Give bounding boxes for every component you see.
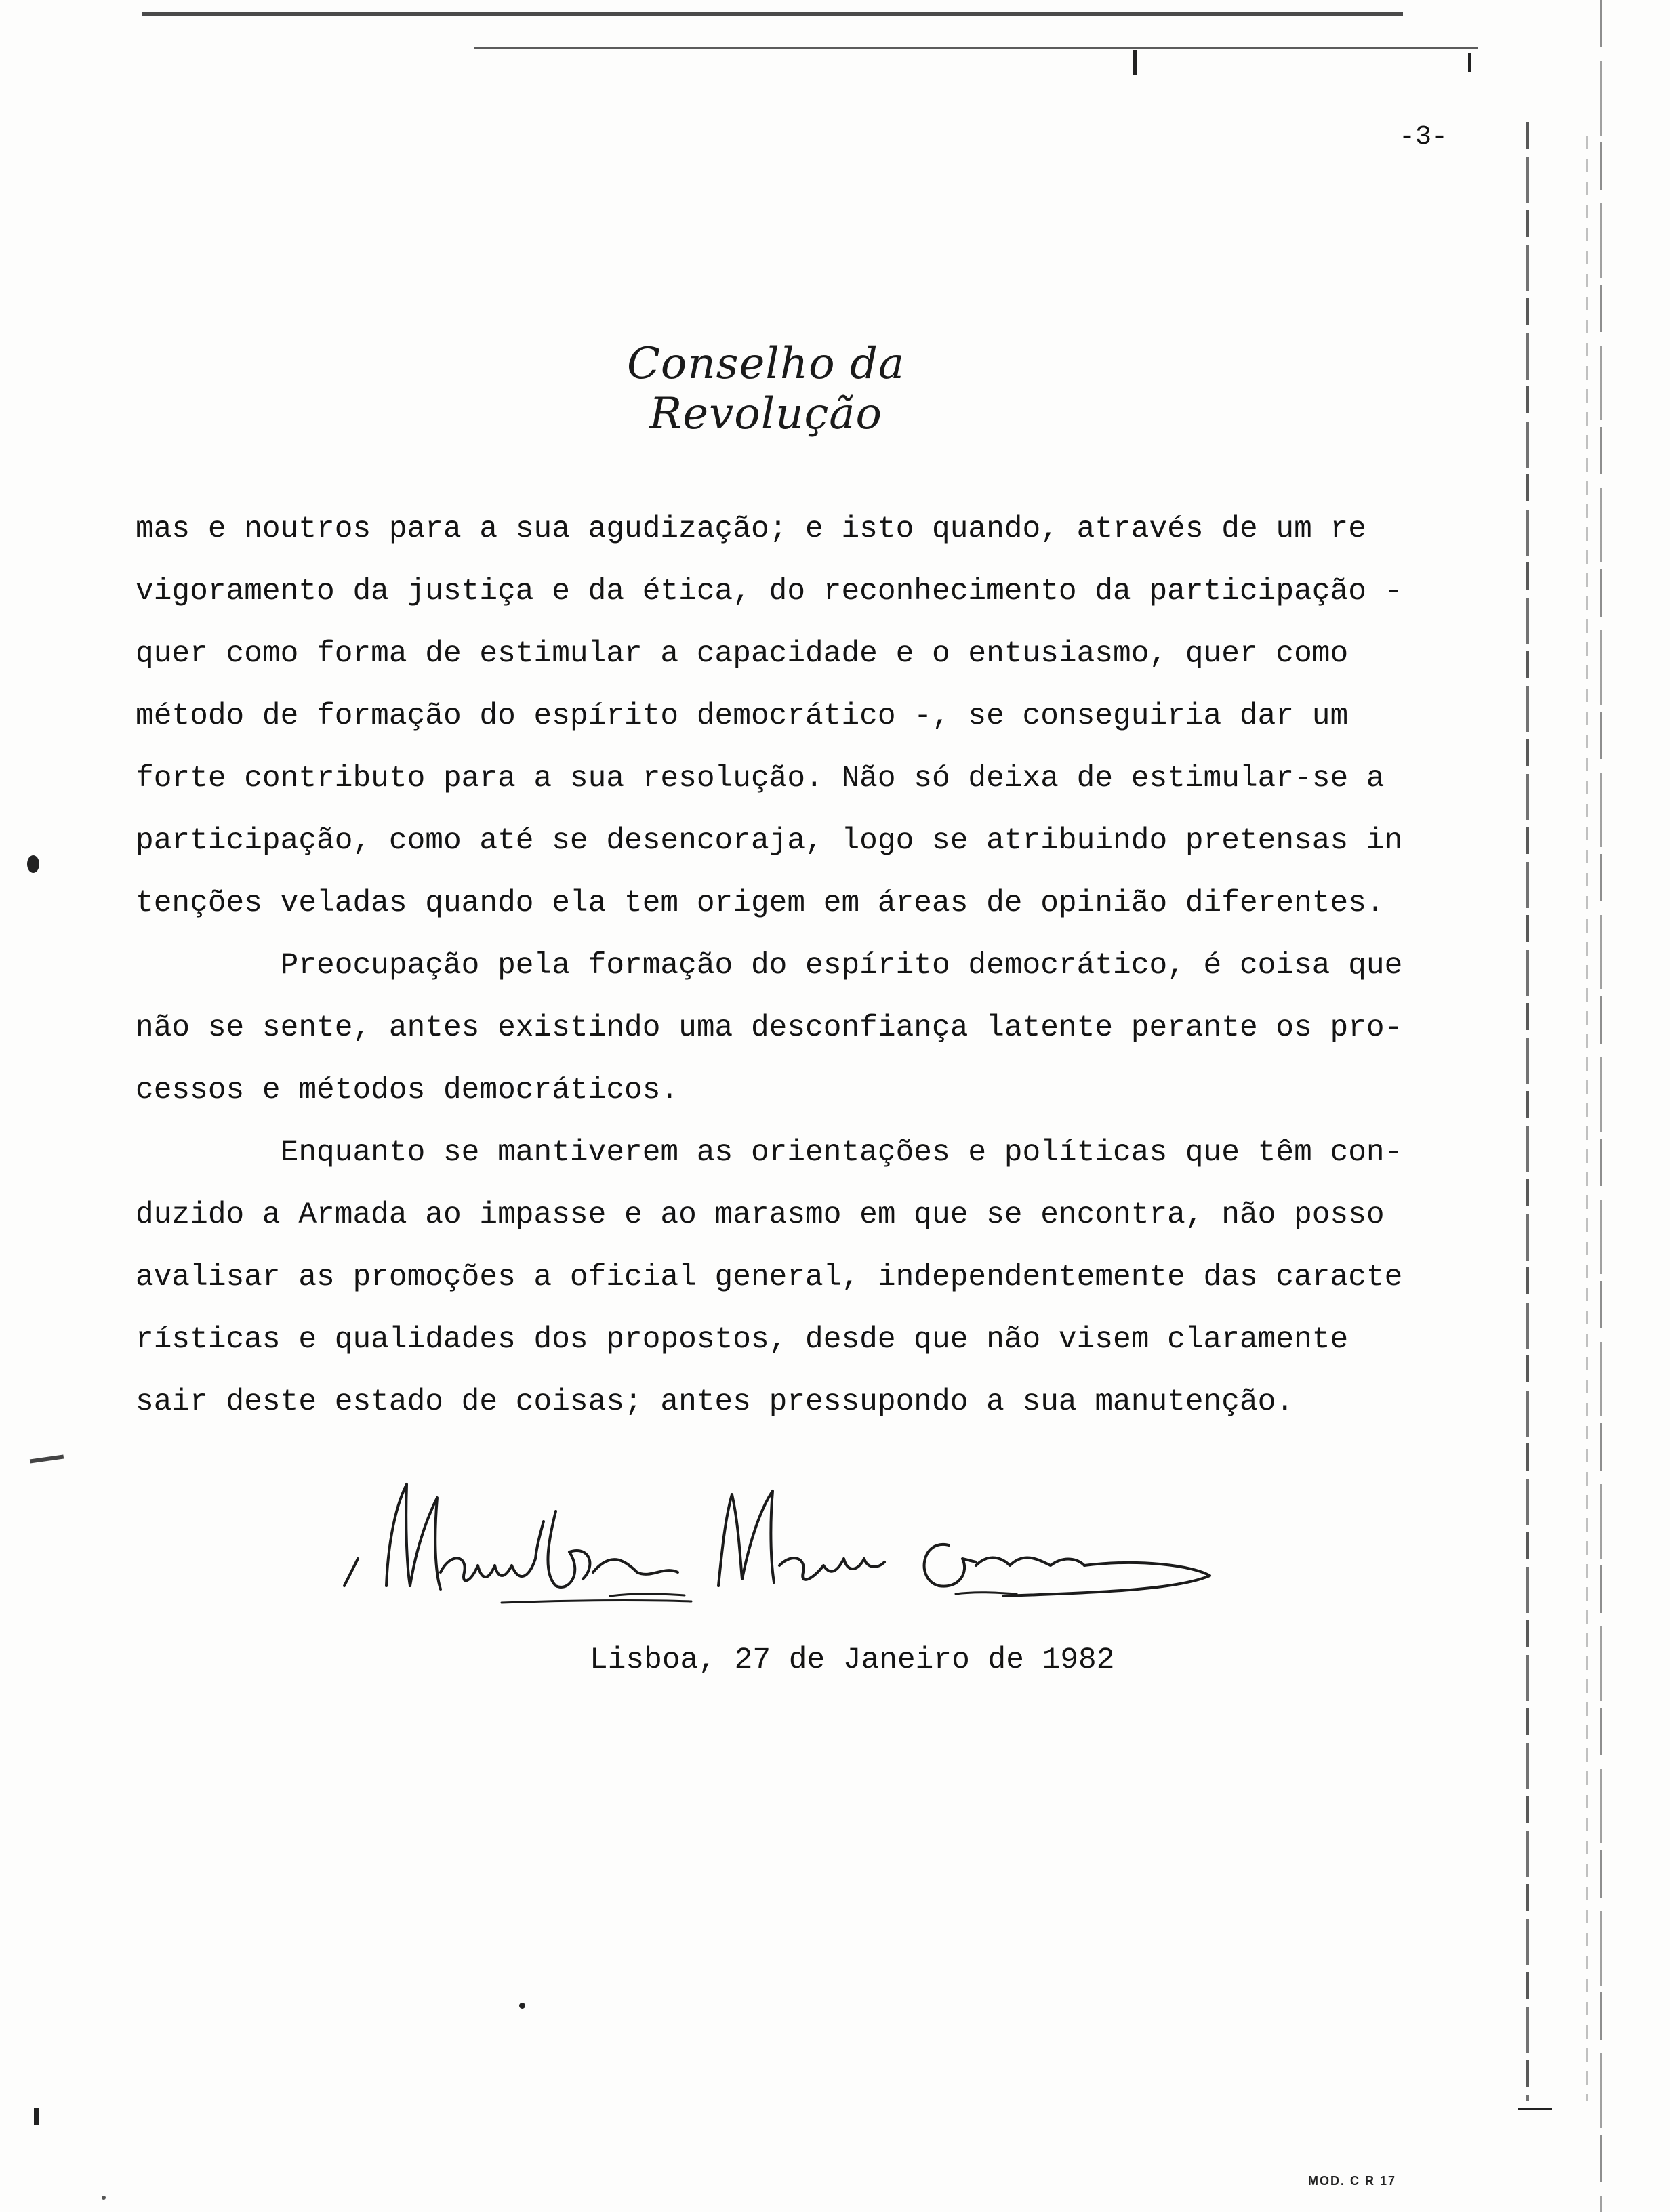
text-line: participação, como até se desencoraja, logo se atribuindo pretensas in xyxy=(136,824,1403,858)
scan-edge-shadow-outer xyxy=(1600,0,1602,2212)
text-line: avalisar as promoções a oficial general, independentemente das caracte xyxy=(136,1261,1403,1294)
scan-edge-shadow-mid xyxy=(1586,136,1588,2101)
text-line: sair deste estado de coisas; antes pressupondo a sua manutenção. xyxy=(136,1385,1295,1419)
margin-tick xyxy=(34,2108,39,2125)
text-line: Preocupação pela formação do espírito democrático, é coisa que xyxy=(136,949,1403,983)
page-number: -3- xyxy=(1399,122,1448,152)
scan-edge-shadow xyxy=(1526,122,1529,2101)
text-line: vigoramento da justiça e da ética, do reconhecimento da participação - xyxy=(136,575,1403,609)
text-line: forte contributo para a sua resolução. Não só deixa de estimular-se a xyxy=(136,762,1385,796)
text-line: rísticas e qualidades dos propostos, desde que não visem claramente xyxy=(136,1323,1349,1357)
letterhead-title: Conselho da Revolução xyxy=(626,339,905,439)
number-rule xyxy=(474,47,1478,49)
text-line: tenções veladas quando ela tem origem em áreas de opinião diferentes. xyxy=(136,886,1385,920)
text-line: Enquanto se mantiverem as orientações e políticas que têm con- xyxy=(136,1136,1403,1170)
number-box-left-mark xyxy=(1133,50,1137,75)
form-code: MOD. C R 17 xyxy=(1308,2174,1397,2188)
margin-mark xyxy=(30,1455,64,1464)
place-date: Lisboa, 27 de Janeiro de 1982 xyxy=(590,1643,1115,1677)
text-line: duzido a Armada ao impasse e ao marasmo em que se encontra, não posso xyxy=(136,1198,1385,1232)
ink-dot xyxy=(519,2003,525,2009)
text-line: mas e noutros para a sua agudização; e isto quando, através de um re xyxy=(136,512,1366,546)
punch-hole-mark xyxy=(27,855,39,873)
top-rule xyxy=(142,12,1403,16)
text-line: quer como forma de estimular a capacidade e o entusiasmo, quer como xyxy=(136,637,1349,671)
body-text xyxy=(136,498,1450,1433)
text-line: não se sente, antes existindo uma desconfiança latente perante os pro- xyxy=(136,1011,1403,1045)
text-line: método de formação do espírito democrático -, se conseguiria dar um xyxy=(136,699,1349,733)
bottom-corner-mark xyxy=(1518,2108,1552,2110)
ink-dot xyxy=(102,2196,106,2200)
number-box-right-mark xyxy=(1468,53,1471,72)
text-line: cessos e métodos democráticos. xyxy=(136,1073,679,1107)
handwritten-signature xyxy=(325,1471,1220,1626)
